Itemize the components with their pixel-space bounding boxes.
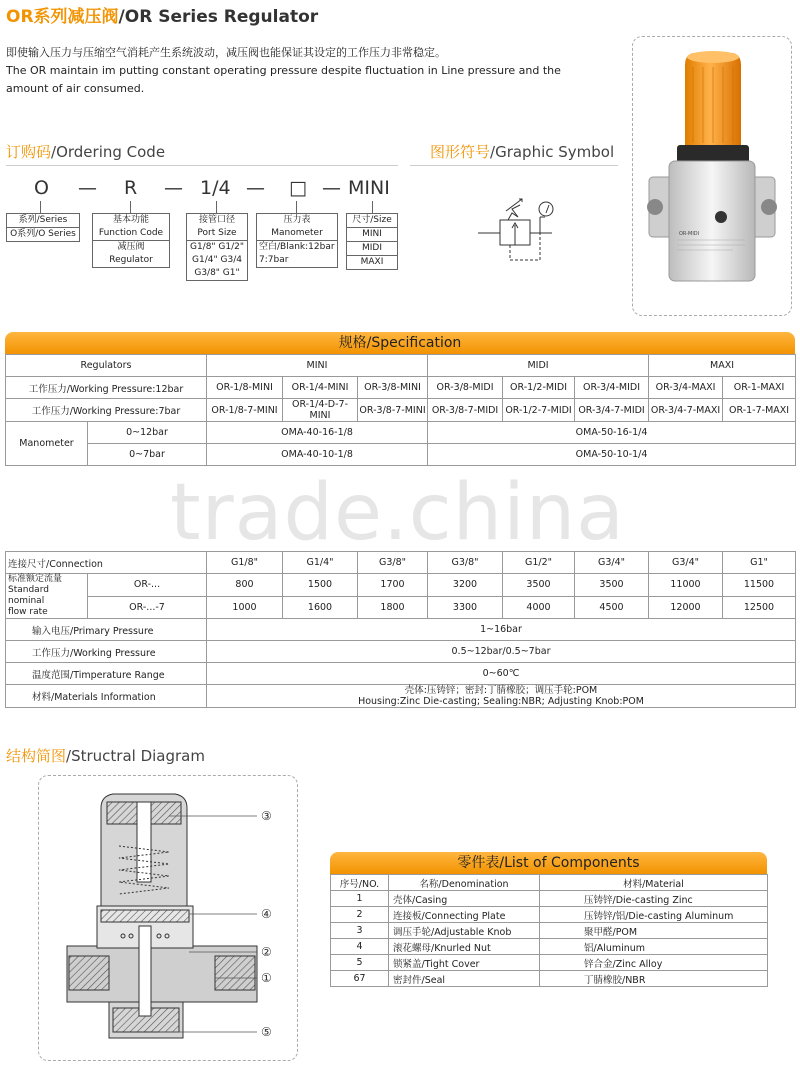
flow-cell: 1800: [358, 596, 428, 619]
product-photo-frame: [632, 36, 792, 316]
manometer-value-1: 空白/Blank:12bar: [259, 242, 335, 252]
comp-name: 锁紧盖/Tight Cover: [389, 955, 540, 971]
size-label: 尺寸/Size: [347, 214, 397, 228]
row12-cell: OR-3/8-MIDI: [428, 377, 503, 399]
manometer-label-cn: 压力表: [283, 215, 311, 225]
port-label-cn: 接管口径: [198, 215, 235, 225]
row7-cell: OR-1/2-7-MIDI: [503, 399, 575, 422]
comp-name: 壳体/Casing: [389, 891, 540, 907]
manometer-label-en: Manometer: [257, 227, 337, 241]
spec-row-manometer-12: [6, 422, 796, 444]
spec-row-materials: [6, 685, 796, 708]
flow-cell: 12500: [723, 596, 796, 619]
flow-cell: 800: [207, 574, 283, 597]
flow-label-en-2: flow rate: [8, 607, 48, 617]
components-header-row: [331, 875, 768, 891]
graphic-heading: [430, 141, 614, 162]
manometer-midi-12: OMA-50-16-1/4: [428, 422, 796, 444]
comp-hdr-name: 名称/Denomination: [389, 875, 540, 891]
row12-cell: OR-3/4-MIDI: [575, 377, 649, 399]
components-title: 零件表/List of Components: [330, 852, 767, 874]
title-cn: OR系列减压阀: [6, 7, 119, 27]
spec-row-manometer-7: [6, 444, 796, 466]
function-label-cn: 基本功能: [112, 215, 149, 225]
code-size: MINI: [348, 177, 390, 199]
function-box: [92, 213, 170, 268]
flow-cell: 11000: [649, 574, 723, 597]
callout-2: ②: [261, 945, 272, 959]
spec-row-flow-1: [6, 574, 796, 597]
callout-4: ④: [261, 907, 272, 921]
flow-cell: 4000: [503, 596, 575, 619]
code-box: □: [289, 177, 307, 199]
watermark: trade.china: [170, 468, 625, 558]
structural-diagram-frame: [38, 775, 298, 1061]
manometer-label: Manometer: [6, 422, 88, 466]
comp-name: 连接板/Connecting Plate: [389, 907, 540, 923]
structural-heading-en: /Structral Diagram: [66, 747, 205, 765]
manometer-mini-12: OMA-40-16-1/8: [207, 422, 428, 444]
comp-name: 调压手轮/Adjustable Knob: [389, 923, 540, 939]
table-row: [331, 955, 768, 971]
page-title: [6, 2, 318, 27]
intro-cn: 即使输入压力与压缩空气消耗产生系统波动，减压阀也能保证其设定的工作压力非常稳定。: [6, 46, 446, 59]
components-table: [330, 874, 768, 987]
comp-material: 铝/Aluminum: [540, 939, 768, 955]
comp-no: 3: [331, 923, 389, 939]
flow-label-en-1: Standard nominal: [8, 585, 49, 606]
flow-cell: 1000: [207, 596, 283, 619]
intro-en-1: The OR maintain im putting constant operating pressure despite fluctuation in Line pressure and the: [6, 64, 561, 77]
spec-table-bottom: [5, 551, 796, 708]
code-r: R: [124, 177, 138, 199]
flow-cell: 4500: [575, 596, 649, 619]
code-dash-2: —: [164, 177, 183, 199]
row12-cell: OR-3/4-MAXI: [649, 377, 723, 399]
manometer-range-7: 0~7bar: [88, 444, 207, 466]
port-value-2: G1/4" G3/4: [192, 255, 242, 265]
flow-cell: 11500: [723, 574, 796, 597]
port-box: [186, 213, 248, 281]
row12-cell: OR-1-MAXI: [723, 377, 796, 399]
port-value-1: G1/8" G1/2": [189, 242, 245, 252]
row7-cell: OR-1/4-D-7-MINI: [283, 399, 358, 422]
connection-cell: G1/8": [207, 552, 283, 574]
function-label-en: Function Code: [93, 227, 169, 241]
comp-material: 丁腈橡胶/NBR: [540, 971, 768, 987]
comp-material: 聚甲醛/POM: [540, 923, 768, 939]
callout-3: ③: [261, 809, 272, 823]
connection-cell: G3/8": [428, 552, 503, 574]
title-en: /OR Series Regulator: [118, 7, 319, 27]
connection-cell: G1/2": [503, 552, 575, 574]
connection-cell: G3/8": [358, 552, 428, 574]
manometer-midi-7: OMA-50-10-1/4: [428, 444, 796, 466]
materials-value-cn: 壳体:压铸锌；密封:丁腈橡胶；调压手轮:POM: [404, 685, 598, 696]
code-dash-4: —: [322, 177, 341, 199]
spec-row-flow-2: [6, 596, 796, 619]
table-row: [331, 907, 768, 923]
spec-table-top: [5, 354, 796, 466]
comp-name: 滚花螺母/Knurled Nut: [389, 939, 540, 955]
spec-row-connection: [6, 552, 796, 574]
spec-header-row: [6, 355, 796, 377]
table-row: [331, 891, 768, 907]
spec-title: 规格/Specification: [5, 332, 795, 354]
port-value-3: G3/8" G1": [194, 268, 240, 278]
pressure-regulator-symbol: [470, 195, 570, 270]
comp-hdr-material: 材料/Material: [540, 875, 768, 891]
callout-1: ①: [261, 971, 272, 985]
connection-cell: G3/4": [575, 552, 649, 574]
table-row: [331, 923, 768, 939]
flow-cell: 1500: [283, 574, 358, 597]
comp-no: 67: [331, 971, 389, 987]
comp-name: 密封件/Seal: [389, 971, 540, 987]
materials-value: [207, 685, 796, 708]
comp-hdr-no: 序号/NO.: [331, 875, 389, 891]
manometer-value-2: 7:7bar: [259, 255, 289, 265]
row7-cell: OR-3/4-7-MIDI: [575, 399, 649, 422]
manometer-mini-7: OMA-40-10-1/8: [207, 444, 428, 466]
hdr-maxi: MAXI: [649, 355, 796, 377]
regulator-product-image: [633, 37, 791, 315]
connection-cell: G3/4": [649, 552, 723, 574]
comp-no: 2: [331, 907, 389, 923]
code-dash-3: —: [246, 177, 265, 199]
flow-cell: 3500: [503, 574, 575, 597]
port-label-en: Port Size: [187, 227, 247, 241]
row7-cell: OR-3/4-7-MAXI: [649, 399, 723, 422]
function-value-en: Regulator: [109, 255, 153, 265]
connection-label: 连接尺寸/Connection: [6, 552, 207, 574]
comp-material: 压铸锌/铝/Die-casting Aluminum: [540, 907, 768, 923]
size-mini: MINI: [347, 228, 397, 242]
row7-cell: OR-3/8-7-MIDI: [428, 399, 503, 422]
row12-cell: OR-1/8-MINI: [207, 377, 283, 399]
series-value: O系列/O Series: [10, 229, 76, 239]
graphic-heading-en: /Graphic Symbol: [490, 143, 615, 161]
spec-row-12bar: [6, 377, 796, 399]
hdr-midi: MIDI: [428, 355, 649, 377]
ordering-heading-en: /Ordering Code: [51, 143, 166, 161]
materials-label: 材料/Materials Information: [6, 685, 207, 708]
comp-no: 5: [331, 955, 389, 971]
callout-5: ⑤: [261, 1025, 272, 1039]
series-box: [6, 213, 80, 242]
spec-row-primary: [6, 619, 796, 641]
ordering-heading: [6, 141, 165, 162]
connection-cell: G1/4": [283, 552, 358, 574]
flow-cell: 1700: [358, 574, 428, 597]
flow-cell: 12000: [649, 596, 723, 619]
flow-or: OR-...: [88, 574, 207, 597]
table-row: [331, 939, 768, 955]
working-value: 0.5~12bar/0.5~7bar: [207, 641, 796, 663]
intro-en-2: amount of air consumed.: [6, 82, 145, 95]
ordering-heading-cn: 订购码: [6, 143, 52, 161]
materials-value-en: Housing:Zinc Die-casting; Sealing:NBR; Adjusting Knob:POM: [358, 696, 644, 707]
spec-row-7bar: [6, 399, 796, 422]
primary-label: 输入电压/Primary Pressure: [6, 619, 207, 641]
flow-cell: 3200: [428, 574, 503, 597]
temp-value: 0~60℃: [207, 663, 796, 685]
row7-label: 工作压力/Working Pressure:7bar: [6, 399, 207, 422]
size-midi: MIDI: [347, 242, 397, 256]
working-label: 工作压力/Working Pressure: [6, 641, 207, 663]
product-label: OR-MIDI: [679, 231, 700, 237]
connection-cell: G1": [723, 552, 796, 574]
primary-value: 1~16bar: [207, 619, 796, 641]
ordering-divider: [6, 165, 398, 166]
flow-cell: 3500: [575, 574, 649, 597]
comp-material: 压铸锌/Die-casting Zinc: [540, 891, 768, 907]
size-maxi: MAXI: [360, 257, 384, 267]
comp-no: 4: [331, 939, 389, 955]
graphic-heading-cn: 图形符号: [430, 143, 491, 161]
table-row: [331, 971, 768, 987]
flow-label-cn: 标准额定流量: [8, 574, 63, 584]
manometer-range-12: 0~12bar: [88, 422, 207, 444]
row12-label: 工作压力/Working Pressure:12bar: [6, 377, 207, 399]
row7-cell: OR-3/8-7-MINI: [358, 399, 428, 422]
row12-cell: OR-3/8-MINI: [358, 377, 428, 399]
structural-heading: [6, 745, 205, 766]
function-value-cn: 减压阀: [117, 242, 145, 252]
flow-label: [6, 574, 88, 619]
size-box: [346, 213, 398, 270]
row7-cell: OR-1-7-MAXI: [723, 399, 796, 422]
row12-cell: OR-1/4-MINI: [283, 377, 358, 399]
manometer-box: [256, 213, 338, 268]
flow-cell: 1600: [283, 596, 358, 619]
intro-text: [6, 44, 626, 98]
series-label: 系列/Series: [7, 214, 79, 228]
temp-label: 温度范围/Timperature Range: [6, 663, 207, 685]
flow-or-7: OR-...-7: [88, 596, 207, 619]
row7-cell: OR-1/8-7-MINI: [207, 399, 283, 422]
comp-material: 锌合金/Zinc Alloy: [540, 955, 768, 971]
spec-row-temp: [6, 663, 796, 685]
regulator-cross-section: [39, 776, 297, 1060]
spec-row-working: [6, 641, 796, 663]
hdr-mini: MINI: [207, 355, 428, 377]
code-port: 1/4: [200, 177, 231, 199]
row12-cell: OR-1/2-MIDI: [503, 377, 575, 399]
hdr-regulators: Regulators: [6, 355, 207, 377]
structural-heading-cn: 结构简图: [6, 747, 67, 765]
code-o: O: [34, 177, 49, 199]
graphic-divider: [410, 165, 618, 166]
flow-cell: 3300: [428, 596, 503, 619]
comp-no: 1: [331, 891, 389, 907]
code-dash-1: —: [78, 177, 97, 199]
